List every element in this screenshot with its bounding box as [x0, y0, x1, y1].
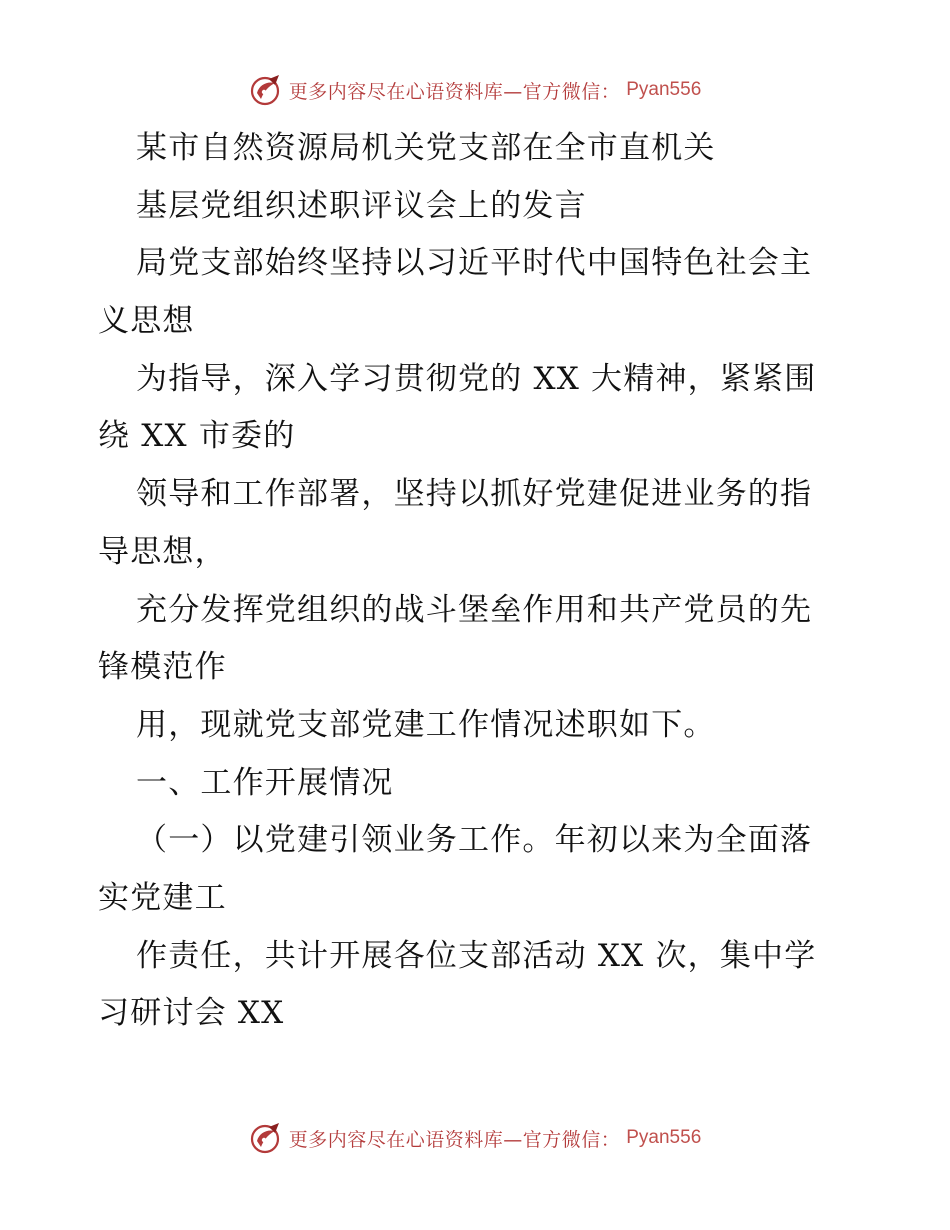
text-line: 为指导，深入学习贯彻党的 XX 大精神，紧紧围 — [136, 360, 817, 397]
text-line: 基层党组织述职评议会上的发言 — [136, 187, 587, 224]
text-line: 导思想， — [98, 533, 227, 570]
pen-logo-icon — [249, 73, 283, 107]
watermark-text: 更多内容尽在心语资料库—官方微信： — [288, 1128, 621, 1151]
section-heading: 一、工作开展情况 — [136, 764, 394, 801]
text-line: 作责任，共计开展各位支部活动 XX 次，集中学 — [136, 937, 817, 974]
pen-logo-icon — [249, 1121, 283, 1155]
text-line: 局党支部始终坚持以习近平时代中国特色社会主 — [136, 245, 813, 282]
watermark-banner-top — [0, 70, 950, 110]
watermark-id: Pyan556 — [626, 79, 702, 100]
text-line: 绕 XX 市委的 — [98, 418, 296, 455]
text-line: 习研讨会 XX — [98, 995, 285, 1032]
watermark-id: Pyan556 — [626, 1127, 702, 1148]
text-line: （一）以党建引领业务工作。年初以来为全面落 — [136, 822, 813, 859]
watermark-banner-bottom — [0, 1118, 950, 1158]
text-line: 义思想 — [98, 303, 195, 340]
text-line: 某市自然资源局机关党支部在全市直机关 — [136, 130, 716, 166]
text-line: 实党建工 — [98, 879, 227, 916]
text-line: 充分发挥党组织的战斗堡垒作用和共产党员的先 — [136, 591, 813, 628]
text-line: 领导和工作部署，坚持以抓好党建促进业务的指 — [136, 476, 813, 513]
document-body — [98, 120, 858, 1043]
text-line: 用，现就党支部党建工作情况述职如下。 — [136, 706, 716, 743]
text-line: 锋模范作 — [98, 649, 227, 686]
watermark-text: 更多内容尽在心语资料库—官方微信： — [288, 80, 621, 103]
